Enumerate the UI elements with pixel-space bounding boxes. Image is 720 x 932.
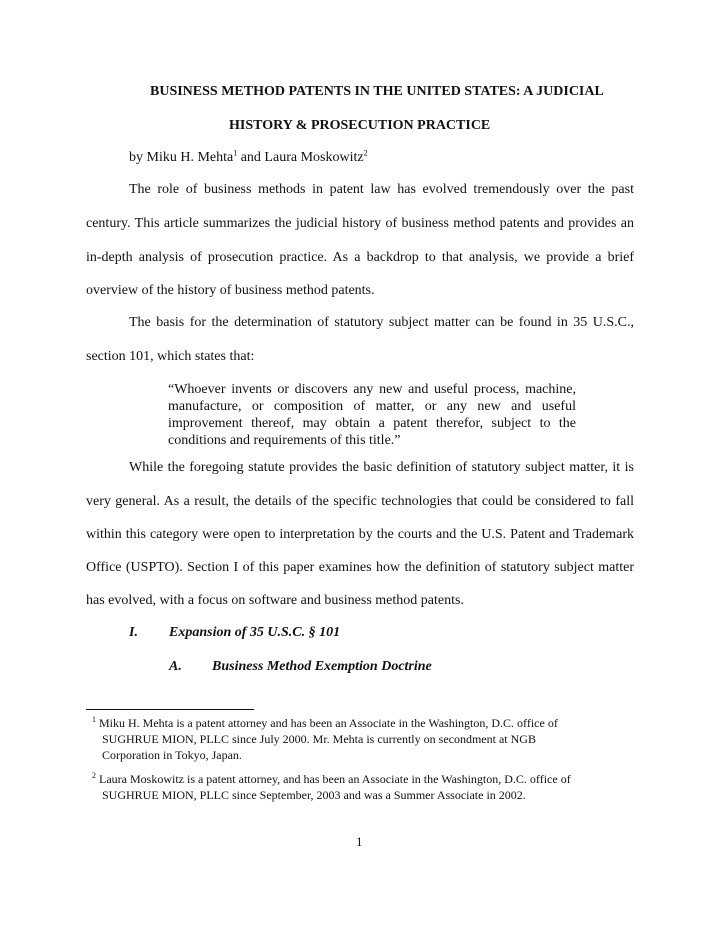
footnote-1 — [92, 715, 558, 763]
byline — [129, 150, 368, 166]
title-line-2: HISTORY & PROSECUTION PRACTICE — [229, 118, 491, 133]
paragraph-1-line-1: The role of business methods in patent law has evolved tremendously over the past — [129, 182, 634, 197]
title-line-1: BUSINESS METHOD PATENTS IN THE UNITED STATES: A JUDICIAL — [150, 84, 604, 99]
footnote-2-line-1: Laura Moskowitz is a patent attorney, and has been an Associate in the Washington, D.C. office of — [99, 772, 571, 786]
footnote-2 — [92, 771, 571, 803]
quote-line-3: improvement thereof, may obtain a patent therefor, subject to the — [168, 416, 576, 431]
section-a-number: A. — [169, 659, 182, 674]
byline-author-2: and Laura Moskowitz — [237, 150, 364, 165]
paragraph-1-line-3: in-depth analysis of prosecution practice. As a backdrop to that analysis, we provide a brief — [86, 250, 634, 265]
footnote-separator — [86, 709, 254, 710]
footnote-ref-1: 1 — [233, 148, 238, 158]
section-i-number: I. — [129, 625, 138, 640]
quote-line-2: manufacture, or composition of matter, or any new and useful — [168, 399, 576, 414]
paragraph-3-line-4: Office (USPTO). Section I of this paper examines how the definition of statutory subject matter — [86, 560, 634, 575]
paragraph-2-line-1: The basis for the determination of statutory subject matter can be found in 35 U.S.C., — [129, 315, 634, 330]
footnote-1-line-3: Corporation in Tokyo, Japan. — [102, 748, 242, 762]
paragraph-3-line-2: very general. As a result, the details of the specific technologies that could be considered to fall — [86, 494, 634, 509]
footnote-1-mark: 1 — [92, 715, 96, 724]
byline-author-1: by Miku H. Mehta — [129, 150, 234, 165]
statute-quote — [168, 381, 576, 449]
footnote-2-mark: 2 — [92, 771, 96, 780]
footnote-1-line-2: SUGHRUE MION, PLLC since July 2000. Mr. Mehta is currently on secondment at NGB — [102, 732, 536, 746]
paragraph-2-line-2: section 101, which states that: — [86, 349, 255, 364]
quote-line-4: conditions and requirements of this title.” — [168, 433, 401, 448]
footnote-2-line-2: SUGHRUE MION, PLLC since September, 2003 and was a Summer Associate in 2002. — [102, 788, 526, 802]
paragraph-3-line-3: within this category were open to interpretation by the courts and the U.S. Patent and Trademark — [86, 527, 634, 542]
paragraph-3-line-1: While the foregoing statute provides the basic definition of statutory subject matter, it is — [129, 460, 634, 475]
section-a-title: Business Method Exemption Doctrine — [212, 659, 432, 674]
paragraph-3-line-5: has evolved, with a focus on software and business method patents. — [86, 593, 464, 608]
quote-line-1: “Whoever invents or discovers any new and useful process, machine, — [168, 382, 576, 397]
paragraph-1-line-4: overview of the history of business method patents. — [86, 283, 375, 298]
paragraph-1-line-2: century. This article summarizes the judicial history of business method patents and provides an — [86, 216, 634, 231]
footnote-1-line-1: Miku H. Mehta is a patent attorney and has been an Associate in the Washington, D.C. office of — [99, 716, 558, 730]
page-number: 1 — [356, 834, 363, 849]
footnote-ref-2: 2 — [363, 148, 368, 158]
section-i-title: Expansion of 35 U.S.C. § 101 — [169, 625, 341, 640]
